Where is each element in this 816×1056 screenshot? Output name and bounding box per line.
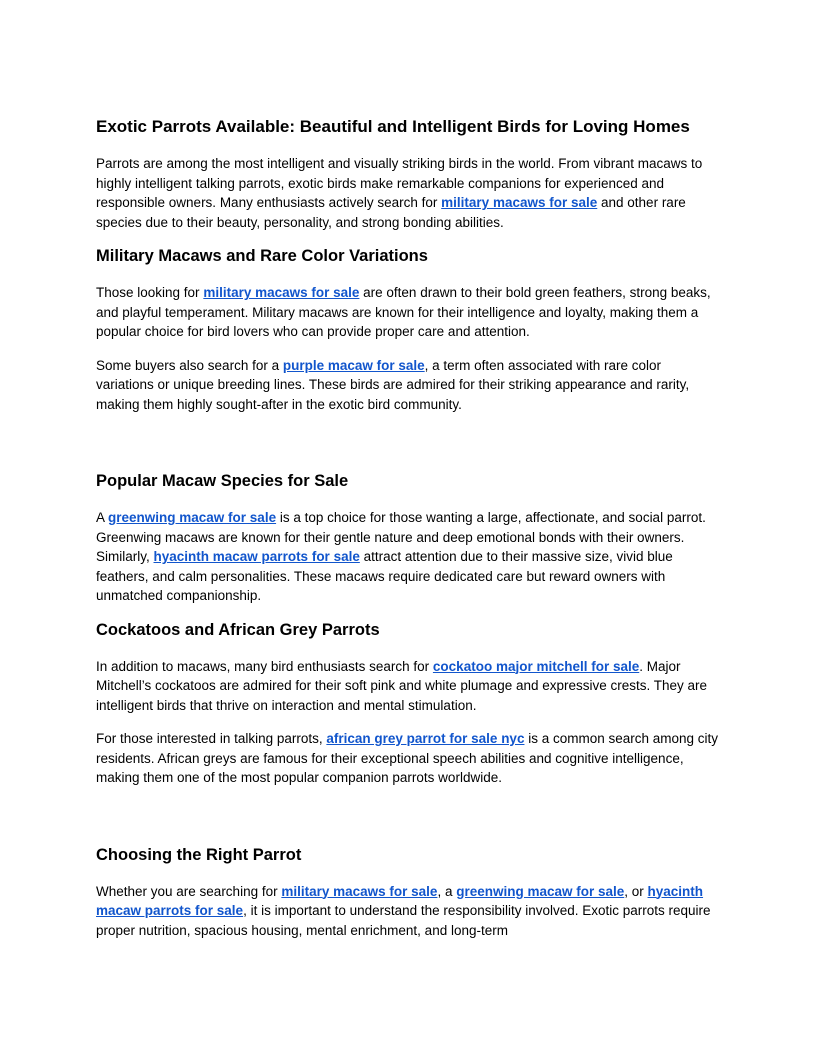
- hyperlink[interactable]: hyacinth macaw parrots for sale: [153, 549, 360, 564]
- hyperlink[interactable]: military macaws for sale: [441, 195, 598, 210]
- text-run: Those looking for: [96, 285, 204, 300]
- text-run: Parrots are among the most intelligent and visually striking birds in the world. From vibrant macaws to highly intelligent talking parrots, exotic birds make remarkable companions for experienced and responsible owners. Many enthusiasts actively search for: [96, 156, 703, 210]
- blank-line-1: [96, 428, 720, 464]
- text-run: Some buyers also search for a: [96, 357, 283, 373]
- blank-line-2: [96, 802, 720, 838]
- text-run: , a term often associated with rare color variations or unique breeding lines. These birds are admired for their striking appearance and rarity, making them highly sought-after in the exotic bird community.: [96, 357, 690, 412]
- paragraph-intro: [96, 154, 720, 232]
- text-run: Popular Macaw Species for Sale: [96, 472, 349, 490]
- section-heading-choosing: [96, 845, 720, 866]
- text-run: is a common search among city residents. African greys are famous for their exceptional speech abilities and cognitive intelligence, making them one of the most popular companion parrots worldwide.: [96, 731, 719, 785]
- hyperlink[interactable]: hyacinth macaw parrots for sale: [96, 883, 704, 918]
- paragraph-military-macaws: [96, 283, 720, 342]
- text-run: Military Macaws and Rare Color Variations: [96, 247, 428, 265]
- text-run: are often drawn to their bold green feathers, strong beaks, and playful temperament. Military macaws are known for their intelligence and loyalty, making them a popular choice for bird lovers who can provide proper care and attention.: [96, 285, 711, 339]
- section-heading-military-macaws: [96, 246, 720, 267]
- hyperlink[interactable]: greenwing macaw for sale: [108, 510, 277, 525]
- doc-title: [96, 116, 720, 138]
- text-run: Cockatoos and African Grey Parrots: [96, 620, 380, 639]
- paragraph-cockatoo: [96, 657, 720, 716]
- paragraph-purple-macaw: [96, 356, 720, 415]
- paragraph-popular-macaws: [96, 508, 720, 606]
- text-run: A: [96, 510, 109, 525]
- paragraph-choosing: [96, 882, 720, 941]
- text-run: is a top choice for those wanting a large, affectionate, and social parrot. Greenwing macaws are known for their gentle nature and deep emotional bonds with their owners. Similarly,: [96, 510, 706, 564]
- hyperlink[interactable]: african grey parrot for sale nyc: [326, 731, 525, 746]
- text-run: Exotic Parrots Available: Beautiful and Intelligent Birds for Loving Homes: [96, 117, 690, 136]
- hyperlink[interactable]: greenwing macaw for sale: [456, 883, 625, 899]
- hyperlink[interactable]: cockatoo major mitchell for sale: [432, 658, 640, 674]
- text-run: , or: [624, 883, 648, 899]
- text-run: and other rare species due to their beauty, personality, and strong bonding abilities.: [96, 195, 686, 230]
- text-run: , it is important to understand the responsibility involved. Exotic parrots require proper nutrition, spacious housing, mental enrichment, and long-term: [96, 903, 711, 938]
- section-heading-cockatoos-african-greys: [96, 620, 720, 641]
- text-run: For those interested in talking parrots,: [96, 731, 327, 746]
- text-run: attract attention due to their massive size, vivid blue feathers, and calm personalities. These macaws require dedicated care but reward owners with unmatched companionship.: [96, 549, 673, 603]
- document-content: [96, 116, 720, 954]
- text-run: Whether you are searching for: [96, 883, 282, 899]
- hyperlink[interactable]: military macaws for sale: [281, 883, 438, 899]
- paragraph-african-grey: [96, 729, 720, 788]
- hyperlink[interactable]: purple macaw for sale: [282, 357, 425, 373]
- text-run: , a: [437, 883, 457, 899]
- text-run: . Major Mitchell’s cockatoos are admired for their soft pink and white plumage and expressive crests. They are intelligent birds that thrive on interaction and mental stimulation.: [96, 658, 708, 713]
- section-heading-popular-macaws: [96, 471, 720, 492]
- text-run: Choosing the Right Parrot: [96, 845, 302, 864]
- text-run: In addition to macaws, many bird enthusiasts search for: [96, 658, 433, 674]
- hyperlink[interactable]: military macaws for sale: [203, 285, 360, 300]
